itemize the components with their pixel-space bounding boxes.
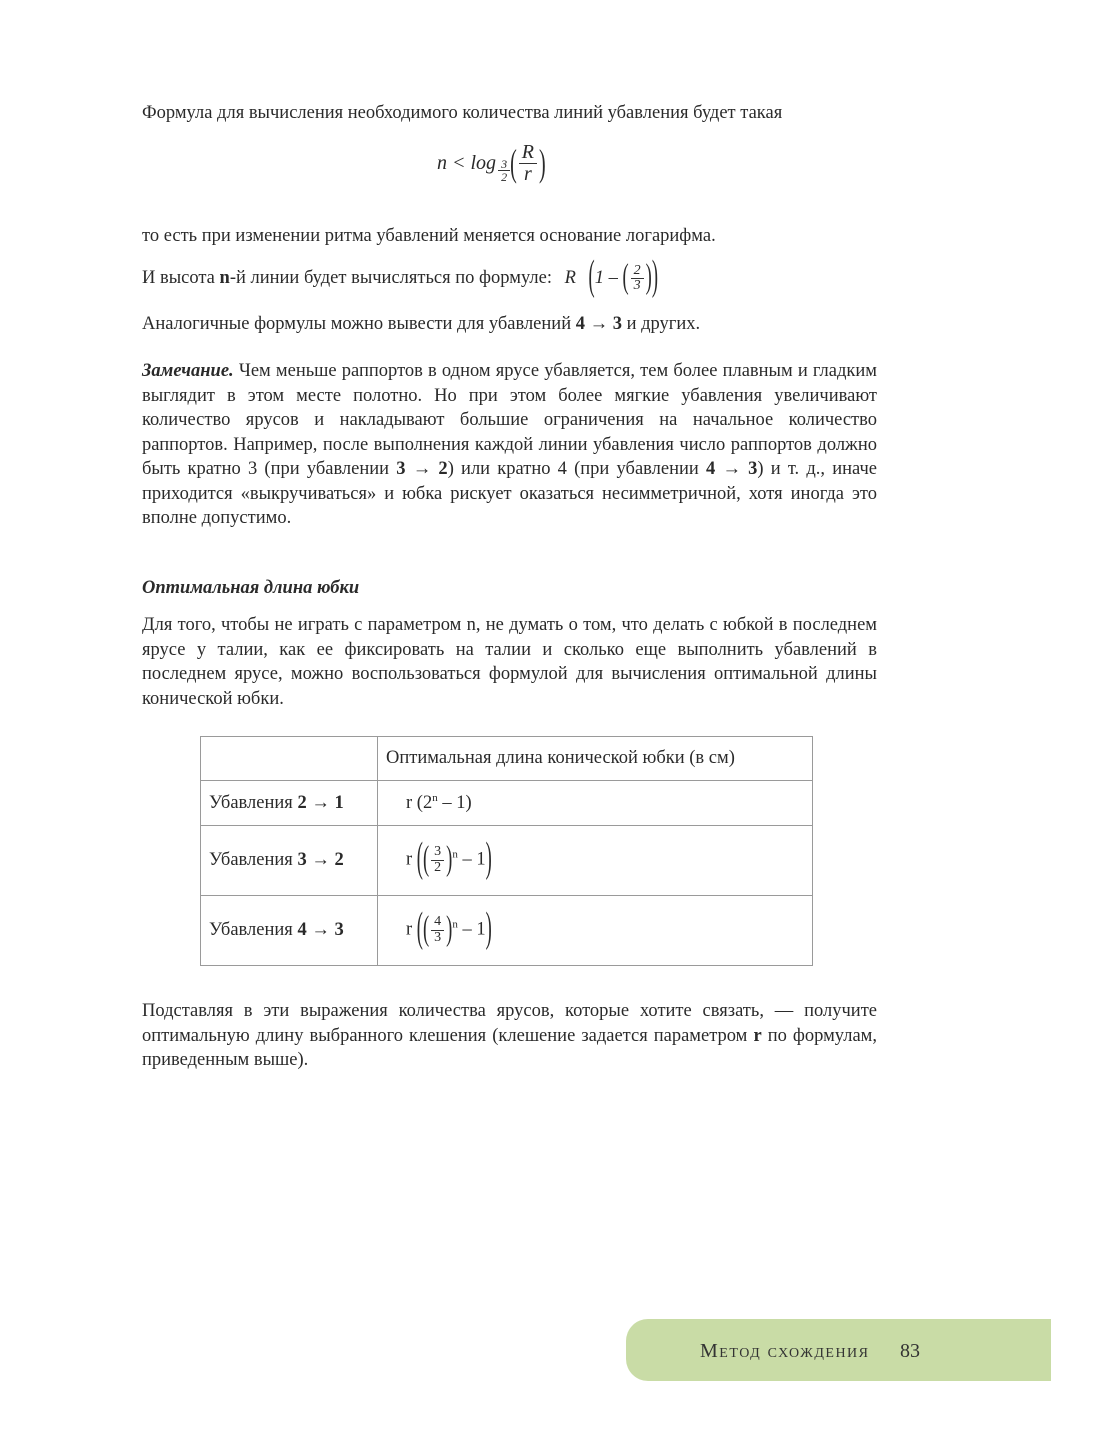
note-t1: Чем меньше раппортов в одном ярусе убавляется, тем более плавным и гладким выглядит в этом месте полотно. Но при этом более мягкие убавления увеличивают количество ярусов и накладывают большие ограничения на начальное количество раппортов. Например, после выполнения каждой линии убавления число раппортов должно быть кратно 3 (при убавлении xyxy=(142,361,877,479)
section-paragraph: Для того, чтобы не играть с параметром n, не думать о том, что делать с юбкой в последнем ярусе у талии, как ее фиксировать на талии и сколько еще выполнить убавлений в последнем ярусе, можно воспользоваться формулой для вычисления оптимальной длины конической юбки. xyxy=(142,615,877,709)
para4-bold: 4 → 3 xyxy=(575,314,622,334)
optimal-length-table xyxy=(200,736,813,966)
note-t2: ) или кратно 4 (при убавлении xyxy=(447,459,706,479)
row2-fraction xyxy=(431,845,444,875)
formula-log: log xyxy=(470,152,497,174)
table-row xyxy=(201,896,813,966)
intro-paragraph: Формула для вычисления необходимого количества линий убавления будет такая xyxy=(142,103,783,123)
row2-den: 2 xyxy=(434,860,442,875)
closing-bold: r xyxy=(753,1025,762,1046)
footer-chapter-title: Метод схождения xyxy=(700,1340,870,1362)
row-formula: r (( $\frac{4}{3}$ )$^n$ – 1) xyxy=(378,896,813,966)
row-label xyxy=(201,896,378,966)
row-label xyxy=(201,781,378,826)
note-label: Замечание. xyxy=(142,361,234,381)
row2-exp: n xyxy=(452,848,458,861)
height-formula-one: 1 – xyxy=(594,268,618,288)
row3-den: 3 xyxy=(434,930,442,945)
row3-num: 4 xyxy=(431,915,444,931)
log-base-fraction xyxy=(498,158,510,184)
log-base-num: 3 xyxy=(498,158,510,172)
table-row xyxy=(201,826,813,896)
row-formula: r (( $\frac{3}{2}$ )$^n$ – 1) xyxy=(378,826,813,896)
log-base xyxy=(496,144,510,184)
ratio-fraction xyxy=(519,142,537,185)
row1-label-text: Убавления xyxy=(209,792,298,813)
formula-lhs: n < xyxy=(437,152,466,174)
note-b1: 3 → 2 xyxy=(396,459,448,479)
ratio-den: r xyxy=(523,163,532,185)
row3-tail: – 1 xyxy=(462,919,486,940)
table-header-row xyxy=(201,737,813,781)
log-base-den: 2 xyxy=(501,170,508,185)
height-frac-den: 3 xyxy=(633,278,641,294)
height-fraction xyxy=(631,264,644,294)
height-frac-num: 2 xyxy=(631,264,644,280)
row3-fraction xyxy=(431,915,444,945)
table-header-empty xyxy=(201,737,378,781)
row1-tail: – 1) xyxy=(437,793,472,814)
para3-bold: n xyxy=(219,268,230,288)
para3-pre: И высота xyxy=(142,268,220,288)
para3-post: -й линии будет вычисляться по формуле: xyxy=(229,268,552,288)
row1-r: r xyxy=(406,793,413,814)
row-formula xyxy=(378,781,813,826)
para-log-base: то есть при изменении ритма убавлений меняется основание логарифма. xyxy=(142,226,716,246)
para4-pre: Аналогичные формулы можно вывести для убавлений xyxy=(142,314,576,334)
row3-label-bold: 4 → 3 xyxy=(297,920,344,940)
note-b2: 4 → 3 xyxy=(706,459,758,479)
para-analogous xyxy=(142,312,877,337)
section-title: Оптимальная длина юбки xyxy=(142,578,360,598)
note-paragraph xyxy=(142,359,877,531)
para4-post: и других. xyxy=(621,314,701,334)
row2-r: r xyxy=(406,849,413,870)
page-number: 83 xyxy=(900,1340,920,1362)
closing-paragraph xyxy=(142,999,877,1073)
table-header-cell: Оптимальная длина конической юбки (в см) xyxy=(378,737,813,781)
para-height-formula: И высота n-й линии будет вычисляться по формуле: R (1 – ( $\frac{2}{3}$ )) xyxy=(142,254,658,301)
row-label xyxy=(201,826,378,896)
log-formula: n < log $\frac{3}{2}$ ( $\frac{R}{r}$ ) xyxy=(437,141,546,185)
height-formula-R: R xyxy=(564,268,576,288)
row2-label-bold: 3 → 2 xyxy=(297,850,344,870)
row2-num: 3 xyxy=(431,845,444,861)
row1-base: (2 xyxy=(416,793,433,814)
row3-r: r xyxy=(406,919,413,940)
table-row xyxy=(201,781,813,826)
row1-label-bold: 2 → 1 xyxy=(297,792,344,813)
closing-post: по формулам, приведенным выше). xyxy=(142,1025,877,1070)
row3-exp: n xyxy=(452,918,458,931)
closing-pre: Подставляя в эти выражения количества ярусов, которые хотите связать, — получите оптимальную длину выбранного клешения (клешение задается параметром xyxy=(142,1001,877,1046)
row2-tail: – 1 xyxy=(462,849,486,870)
ratio-num: R xyxy=(519,142,537,164)
note-t3: ) и т. д., иначе приходится «выкручиваться» и юбка рискует оказаться несимметричной, хотя иногда это вполне допустимо. xyxy=(142,459,878,528)
row2-label-text: Убавления xyxy=(209,850,298,870)
row1-exp: n xyxy=(432,791,438,804)
row3-label-text: Убавления xyxy=(209,920,298,940)
